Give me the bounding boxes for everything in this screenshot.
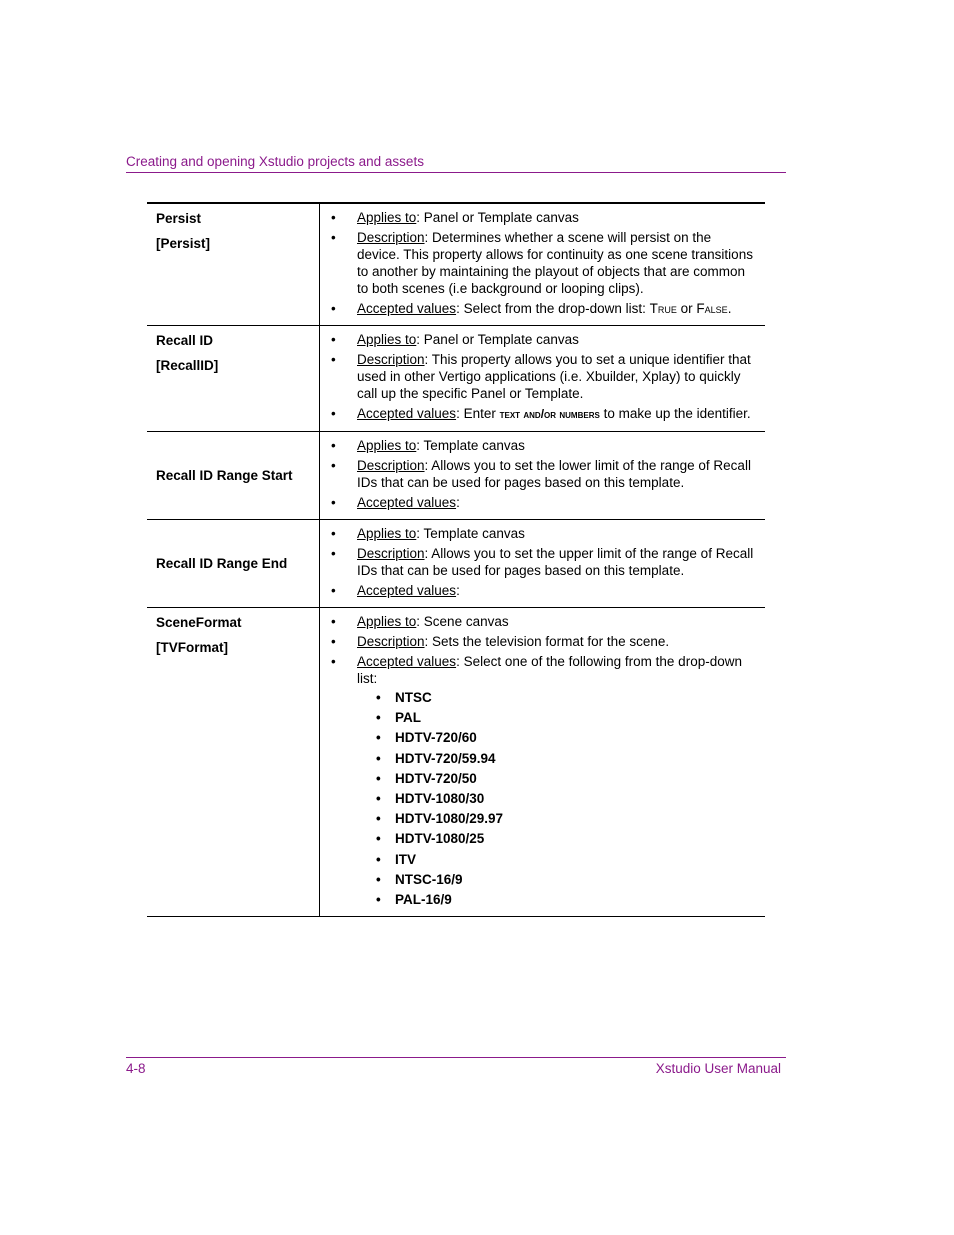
tv-format-item: • HDTV-1080/30 <box>357 790 755 807</box>
description-text: : Allows you to set the lower limit of the range of Recall IDs that can be used for pages based on this template. <box>357 458 751 490</box>
property-details-cell <box>320 203 766 326</box>
applies-to-label: Applies to <box>357 526 417 541</box>
tv-format-item: • NTSC <box>357 689 755 706</box>
description-item <box>329 545 755 579</box>
accepted-values-text: : <box>456 495 460 510</box>
description-label: Description <box>357 352 425 367</box>
description-item <box>329 633 755 650</box>
description-text: : Sets the television format for the scene. <box>424 634 670 649</box>
applies-to-value: : Template canvas <box>416 526 525 541</box>
property-name: SceneFormat <box>156 615 242 630</box>
accepted-values-text: : Select one of the following from the drop-down list: <box>357 654 742 686</box>
description-label: Description <box>357 458 425 473</box>
applies-to-label: Applies to <box>357 438 417 453</box>
description-text: : Determines whether a scene will persist on the device. This property allows for continuity as one scene transitions to another by maintaining the playout of objects that are common to both scenes (i.e background or looping clips). <box>357 230 753 296</box>
applies-to-value: : Panel or Template canvas <box>416 210 579 225</box>
description-text: : This property allows you to set a unique identifier that used in other Vertigo applications (i.e. Xbuilder, Xplay) to quickly call up the specific Panel or Template. <box>357 352 751 401</box>
tv-format-item: • PAL <box>357 709 755 726</box>
property-details-cell <box>320 432 766 520</box>
property-row <box>147 326 765 432</box>
text-numbers-value: text and/or numbers <box>499 407 600 421</box>
description-item <box>329 351 755 402</box>
details-list <box>329 525 755 599</box>
page-number: 4-8 <box>126 1061 146 1076</box>
description-item <box>329 457 755 491</box>
accepted-values-text: : <box>456 583 460 598</box>
property-name: Recall ID Range End <box>156 556 288 571</box>
applies-to-item <box>329 613 755 630</box>
true-value: True <box>649 301 677 316</box>
tv-format-item: • HDTV-1080/29.97 <box>357 810 755 827</box>
property-row <box>147 203 765 326</box>
property-details-cell <box>320 326 766 432</box>
tv-format-item: • ITV <box>357 851 755 868</box>
details-list <box>329 437 755 511</box>
accepted-values-label: Accepted values <box>357 495 457 510</box>
description-label: Description <box>357 230 425 245</box>
applies-to-item <box>329 525 755 542</box>
property-tag: [Persist] <box>156 236 211 251</box>
tv-format-item: • HDTV-720/50 <box>357 770 755 787</box>
applies-to-value: : Scene canvas <box>416 614 509 629</box>
property-row <box>147 432 765 520</box>
accepted-values-label: Accepted values <box>357 301 457 316</box>
tv-format-item: • HDTV-720/59.94 <box>357 750 755 767</box>
accepted-values-item <box>329 653 755 908</box>
property-name-cell <box>147 326 320 432</box>
accepted-values-label: Accepted values <box>357 406 457 421</box>
tv-format-item: • HDTV-720/60 <box>357 729 755 746</box>
running-header: Creating and opening Xstudio projects and assets <box>126 154 424 169</box>
accepted-values-label: Accepted values <box>357 583 457 598</box>
description-label: Description <box>357 634 425 649</box>
property-table <box>147 202 765 917</box>
footer-rule <box>126 1057 786 1058</box>
accepted-values-text: : Enter <box>456 406 500 421</box>
manual-title: Xstudio User Manual <box>655 1061 781 1076</box>
accepted-values-label: Accepted values <box>357 654 457 669</box>
applies-to-item <box>329 331 755 348</box>
property-details-cell <box>320 520 766 608</box>
period: . <box>727 301 732 316</box>
applies-to-item <box>329 437 755 454</box>
property-name: Recall ID Range Start <box>156 468 293 483</box>
tv-format-list <box>357 689 755 908</box>
accepted-values-item <box>329 582 755 599</box>
tv-format-item: • NTSC-16/9 <box>357 871 755 888</box>
details-list <box>329 209 755 317</box>
applies-to-value: : Template canvas <box>416 438 525 453</box>
false-value: False <box>696 301 728 316</box>
or-text: or <box>676 301 697 316</box>
property-name-cell <box>147 608 320 917</box>
property-row <box>147 520 765 608</box>
header-rule <box>126 172 786 173</box>
property-name: Recall ID <box>156 333 214 348</box>
property-name-cell <box>147 432 320 520</box>
accepted-values-suffix: to make up the identifier. <box>599 406 751 421</box>
property-name-cell <box>147 203 320 326</box>
applies-to-label: Applies to <box>357 614 417 629</box>
applies-to-item <box>329 209 755 226</box>
property-details-cell <box>320 608 766 917</box>
property-row <box>147 608 765 917</box>
applies-to-label: Applies to <box>357 332 417 347</box>
description-text: : Allows you to set the upper limit of the range of Recall IDs that can be used for pages based on this template. <box>357 546 754 578</box>
property-name: Persist <box>156 211 202 226</box>
accepted-values-item <box>329 300 755 317</box>
accepted-values-item <box>329 494 755 511</box>
property-tag: [TVFormat] <box>156 640 228 655</box>
applies-to-label: Applies to <box>357 210 417 225</box>
property-tag: [RecallID] <box>156 358 219 373</box>
applies-to-value: : Panel or Template canvas <box>416 332 579 347</box>
accepted-values-text: : Select from the drop-down list: <box>456 301 650 316</box>
property-name-cell <box>147 520 320 608</box>
description-item <box>329 229 755 297</box>
tv-format-item: • HDTV-1080/25 <box>357 830 755 847</box>
description-label: Description <box>357 546 425 561</box>
accepted-values-item <box>329 405 755 423</box>
tv-format-item: • PAL-16/9 <box>357 891 755 908</box>
details-list <box>329 613 755 908</box>
details-list <box>329 331 755 423</box>
